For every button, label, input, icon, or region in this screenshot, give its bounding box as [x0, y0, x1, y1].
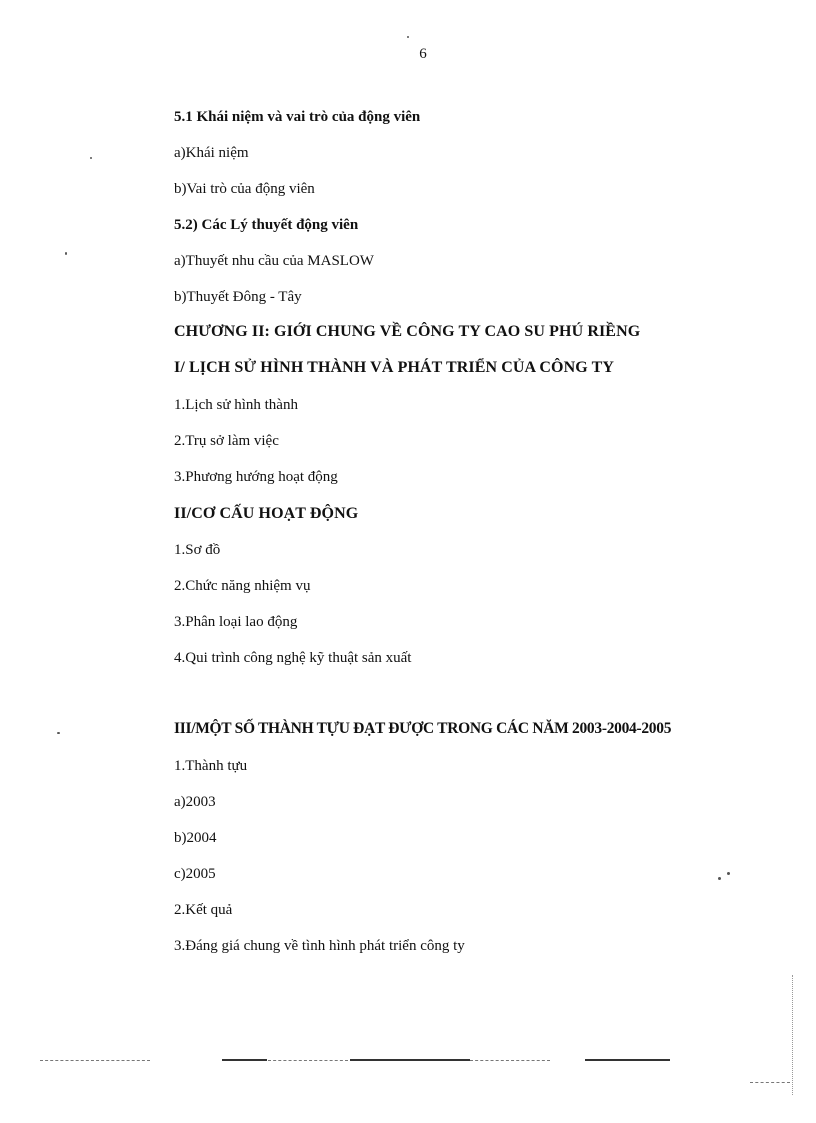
scan-rule: [470, 1060, 550, 1061]
scan-rule: [750, 1082, 790, 1083]
scan-rule: [40, 1060, 150, 1061]
scan-speck: [407, 36, 409, 38]
outline-line: 2.Trụ sở làm việc: [174, 433, 279, 449]
outline-line: 3.Phân loại lao động: [174, 614, 298, 630]
scan-rule: [222, 1059, 267, 1061]
outline-line: 2.Chức năng nhiệm vụ: [174, 578, 311, 594]
outline-line: 1.Thành tựu: [174, 758, 248, 774]
scan-speck: [718, 877, 721, 880]
outline-line: b)2004: [174, 830, 217, 846]
scan-rule: [350, 1059, 470, 1061]
scan-speck: [65, 252, 67, 255]
outline-line: b)Thuyết Đông - Tây: [174, 289, 302, 305]
section-heading: III/MỘT SỐ THÀNH TỰU ĐẠT ĐƯỢC TRONG CÁC NĂM 2003-2004-2005: [174, 720, 672, 737]
outline-line: 3.Đáng giá chung về tình hình phát triển công ty: [174, 938, 465, 954]
scan-edge: [792, 975, 793, 1095]
scan-speck: [90, 157, 92, 159]
section-heading: I/ LỊCH SỬ HÌNH THÀNH VÀ PHÁT TRIỂN CỦA CÔNG TY: [174, 359, 615, 376]
scan-rule: [268, 1060, 348, 1061]
outline-line: c)2005: [174, 866, 216, 882]
outline-line: 1.Sơ đồ: [174, 542, 221, 558]
outline-line: a)Thuyết nhu cầu của MASLOW: [174, 253, 374, 269]
outline-line: a)Khái niệm: [174, 145, 249, 161]
scan-speck: [727, 872, 730, 875]
chapter-heading: CHƯƠNG II: GIỚI CHUNG VỀ CÔNG TY CAO SU PHÚ RIỀNG: [174, 323, 641, 340]
outline-line: 5.2) Các Lý thuyết động viên: [174, 217, 359, 233]
scan-speck: [57, 732, 60, 734]
outline-line: 1.Lịch sử hình thành: [174, 397, 298, 413]
outline-line: b)Vai trò của động viên: [174, 181, 315, 197]
scan-rule: [585, 1059, 670, 1061]
outline-line: 3.Phương hướng hoạt động: [174, 469, 338, 485]
outline-line: 4.Qui trình công nghệ kỹ thuật sản xuất: [174, 650, 412, 666]
outline-line: 2.Kết quả: [174, 902, 233, 918]
outline-line: 5.1 Khái niệm và vai trò của động viên: [174, 109, 421, 125]
section-heading: II/CƠ CẤU HOẠT ĐỘNG: [174, 505, 359, 522]
page-number: 6: [419, 46, 427, 62]
outline-line: a)2003: [174, 794, 216, 810]
